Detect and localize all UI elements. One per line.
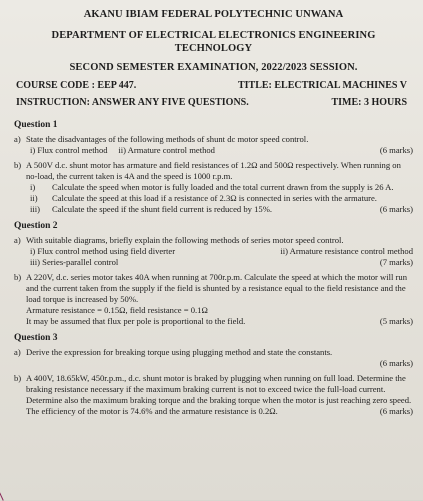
course-title: TITLE: ELECTRICAL MACHINES V — [237, 80, 407, 91]
exam-time: TIME: 3 HOURS — [331, 97, 407, 108]
instruction-row — [14, 97, 413, 108]
instruction: INSTRUCTION: ANSWER ANY FIVE QUESTIONS. — [16, 97, 249, 108]
question-3-title: Question 3 — [14, 333, 58, 343]
q2b-text: A 220V, d.c. series motor takes 40A when running at 700r.p.m. Calculate the speed at which the motor will run and the current taken from the supply if the field is shunted by a resistance equal to the field resistance and the load torque is increased by 50%. — [26, 272, 407, 304]
q3-part-a: a) Derive the expression for breaking torque using plugging method and state the constants. (6 marks) — [14, 347, 413, 368]
q1a-item-ii: ii) Armature control method — [118, 145, 215, 155]
course-code: COURSE CODE : EEP 447. — [16, 80, 137, 91]
q2a-item-iii: iii) Series-parallel control — [30, 257, 119, 267]
q3a-text: Derive the expression for breaking torque using plugging method and state the constants. — [26, 347, 333, 357]
question-1-title: Question 1 — [14, 120, 58, 130]
q3a-marks: (6 marks) — [379, 358, 413, 368]
q3-part-b: b) A 400V, 18.65kW, 450r.p.m., d.c. shunt motor is braked by plugging when running on full load. Determine the braking resistance necessary if the maximum braking current is not to exceed twice the full-load current. Determine also the maximum braking torque and the braking torque when the motor is just reaching zero speed. The efficiency of the motor is 74.6% and the armature resistance is 0.2Ω. (6 marks) — [14, 373, 413, 416]
department-name: DEPARTMENT OF ELECTRICAL ELECTRONICS ENGINEERING TECHNOLOGY — [51, 30, 376, 54]
exam-header — [14, 8, 413, 74]
q2a-item-ii: ii) Armature resistance control method — [280, 246, 413, 256]
q2b-assumption: It may be assumed that flux per pole is proportional to the field. — [26, 316, 246, 326]
q3b-text: A 400V, 18.65kW, 450r.p.m., d.c. shunt motor is braked by plugging when running on full load. Determine the braking resistance necessary if the maximum braking current is not to exceed twice the full-load current. Determine also the maximum braking torque and the braking torque when the motor is just reaching zero speed. The efficiency of the motor is 74.6% and the armature resistance is 0.2Ω. — [26, 373, 412, 416]
q1a-marks: (6 marks) — [379, 145, 413, 155]
pen-mark — [0, 485, 16, 500]
q1b-marks: (6 marks) — [379, 204, 413, 214]
institution-name: AKANU IBIAM FEDERAL POLYTECHNIC UNWANA — [83, 9, 344, 20]
q1a-text: State the disadvantages of the following methods of shunt dc motor speed control. — [26, 134, 309, 144]
q1-part-a: a) State the disadvantages of the following methods of shunt dc motor speed control. i) Flux control method ii) Armature control method (6 marks) — [14, 134, 413, 155]
q3b-marks: (6 marks) — [379, 406, 413, 416]
q2b-resistances: Armature resistance = 0.15Ω, field resistance = 0.1Ω — [26, 305, 208, 315]
q2a-item-i: i) Flux control method using field diverter — [30, 246, 176, 256]
q1b-item-i: Calculate the speed when motor is fully loaded and the total current drawn from the supply is 26 A. — [52, 182, 394, 192]
q1b-text: A 500V d.c. shunt motor has armature and field resistances of 1.2Ω and 500Ω respectively. When running on no-load, the current taken is 4A and the speed is 1000 r.p.m. — [26, 160, 401, 181]
course-row — [14, 80, 413, 91]
q1-part-b: b) A 500V d.c. shunt motor has armature and field resistances of 1.2Ω and 500Ω respectively. When running on no-load, the current taken is 4A and the speed is 1000 r.p.m. i) Calculate the speed when motor is fully loaded and the total current drawn from the supply is 26 A. ii) Calculate the speed at this load if a resistance of 2.3Ω is connected in series with the armature. iii) Calculate the speed if the shunt field current is reduced by 15%. (6 marks) — [14, 160, 413, 214]
q2a-marks: (7 marks) — [379, 257, 413, 267]
q2a-text: With suitable diagrams, briefly explain the following methods of series motor speed control. — [26, 235, 344, 245]
exam-session: SECOND SEMESTER EXAMINATION, 2022/2023 SESSION. — [69, 62, 358, 73]
question-2-title: Question 2 — [14, 221, 58, 231]
q2-part-a: a) With suitable diagrams, briefly explain the following methods of series motor speed control. i) Flux control method using field diverter ii) Armature resistance control method iii) Series-parallel control (7 marks) — [14, 235, 413, 267]
q1a-item-i: i) Flux control method — [30, 145, 108, 155]
q1b-item-iii: Calculate the speed if the shunt field current is reduced by 15%. — [52, 204, 273, 214]
q2b-marks: (5 marks) — [379, 316, 413, 326]
q2-part-b: b) A 220V, d.c. series motor takes 40A when running at 700r.p.m. Calculate the speed at which the motor will run and the current taken from the supply if the field is shunted by a resistance equal to the field resistance and the load torque is increased by 50%. Armature resistance = 0.15Ω, field resistance = 0.1Ω It may be assumed that flux per pole is proportional to the field. (5 marks) — [14, 272, 413, 326]
q1b-item-ii: Calculate the speed at this load if a resistance of 2.3Ω is connected in series with the armature. — [52, 193, 377, 203]
